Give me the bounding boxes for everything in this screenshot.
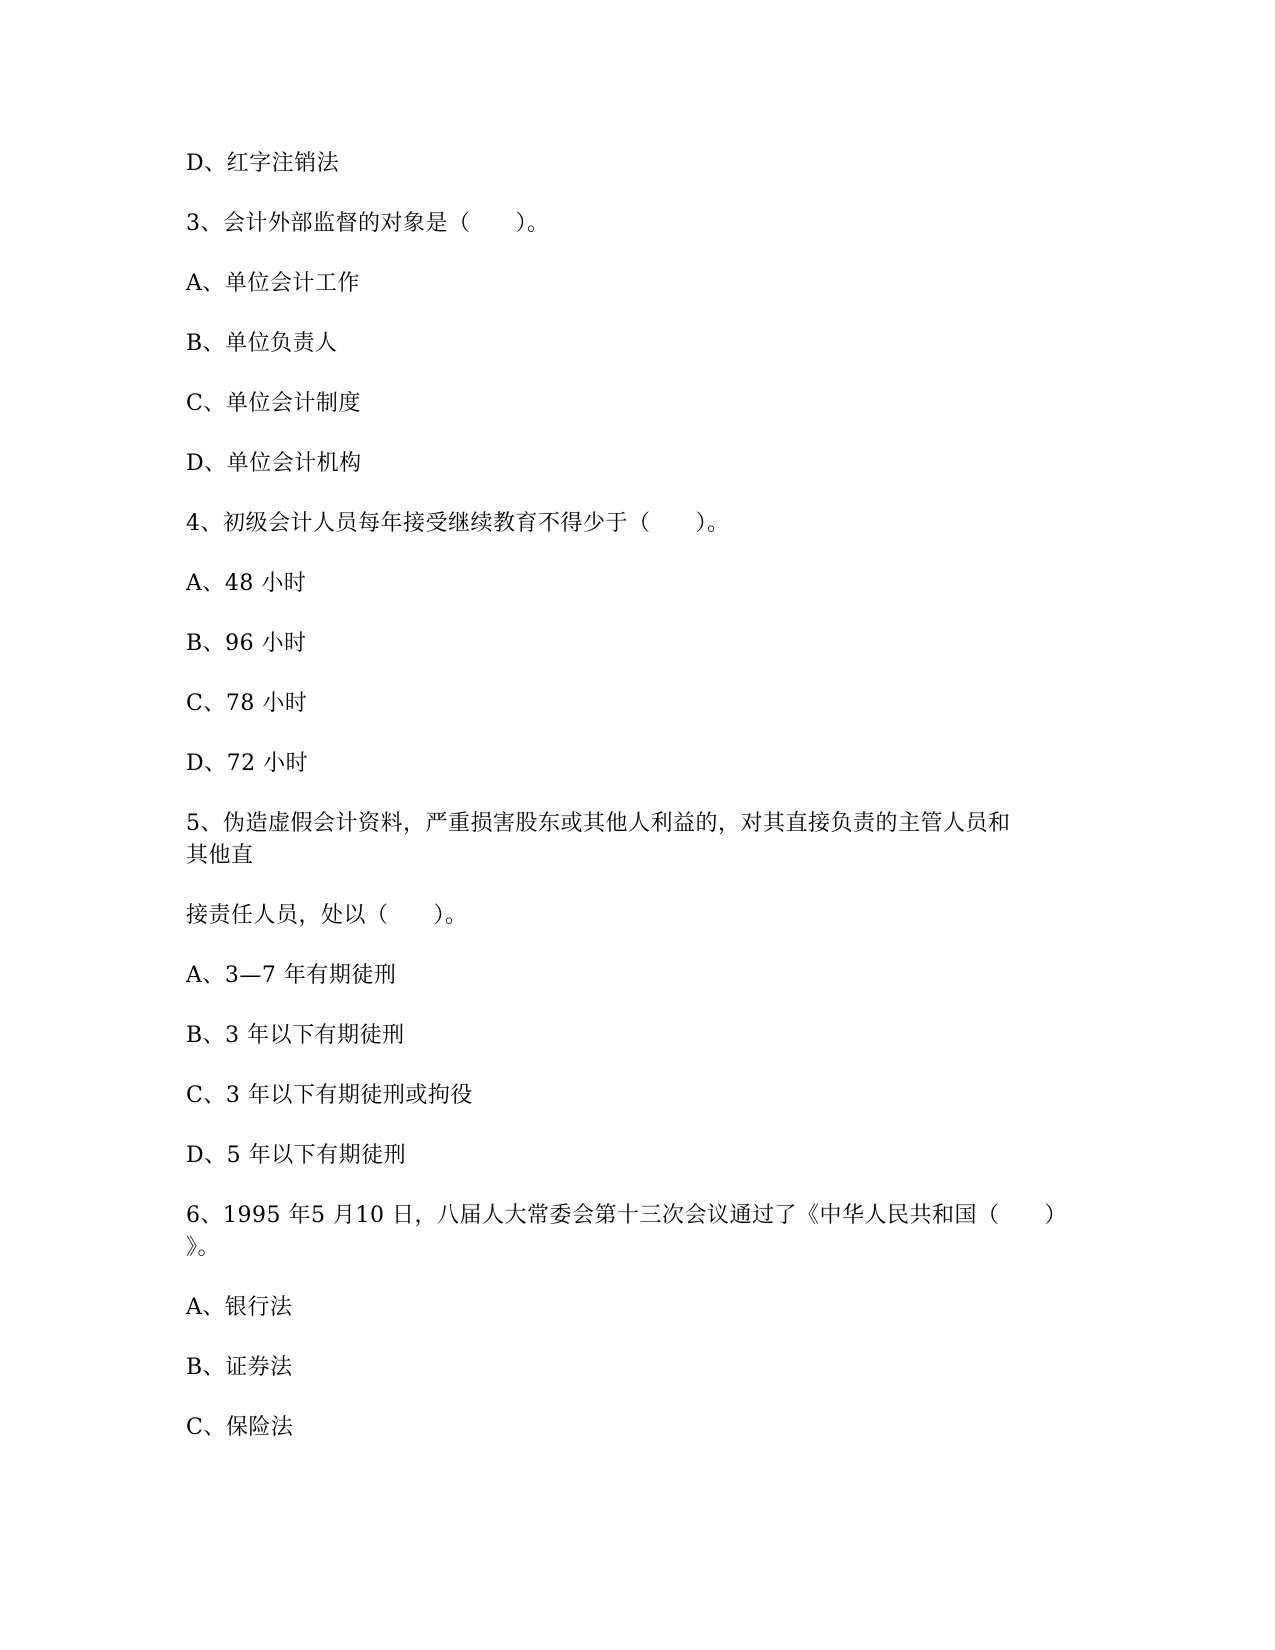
q3-option-d: D、单位会计机构 — [186, 451, 362, 476]
q4-option-d: D、72 小时 — [186, 751, 309, 776]
q5-option-b: B、3 年以下有期徒刑 — [186, 1023, 405, 1048]
q5-option-c: C、3 年以下有期徒刑或拘役 — [186, 1083, 473, 1108]
q5-question-line-3: 接责任人员，处以（ ）。 — [186, 903, 468, 928]
q3-option-c: C、单位会计制度 — [186, 391, 361, 416]
q4-option-b: B、96 小时 — [186, 631, 307, 656]
q6-option-c: C、保险法 — [186, 1415, 294, 1440]
q5-question-line-1: 5、伪造虚假会计资料，严重损害股东或其他人利益的，对其直接负责的主管人员和 — [186, 811, 1011, 836]
q5-option-a: A、3—7 年有期徒刑 — [186, 963, 397, 988]
q6-option-a: A、银行法 — [186, 1295, 293, 1320]
q4-question: 4、初级会计人员每年接受继续教育不得少于（ ）。 — [186, 511, 730, 536]
q6-question-line-2: 》。 — [186, 1235, 221, 1260]
q3-option-a: A、单位会计工作 — [186, 271, 360, 296]
q5-option-d: D、5 年以下有期徒刑 — [186, 1143, 407, 1168]
q5-question-line-2: 其他直 — [186, 843, 254, 868]
q6-option-b: B、证券法 — [186, 1355, 293, 1380]
q3-question: 3、会计外部监督的对象是（ ）。 — [186, 211, 550, 236]
q4-option-a: A、48 小时 — [186, 571, 307, 596]
q3-option-b: B、单位负责人 — [186, 331, 338, 356]
q2-option-d: D、红字注销法 — [186, 151, 340, 176]
q4-option-c: C、78 小时 — [186, 691, 308, 716]
q6-question-line-1: 6、1995 年5 月10 日，八届人大常委会第十三次会议通过了《中华人民共和国（ ） — [186, 1203, 1067, 1228]
